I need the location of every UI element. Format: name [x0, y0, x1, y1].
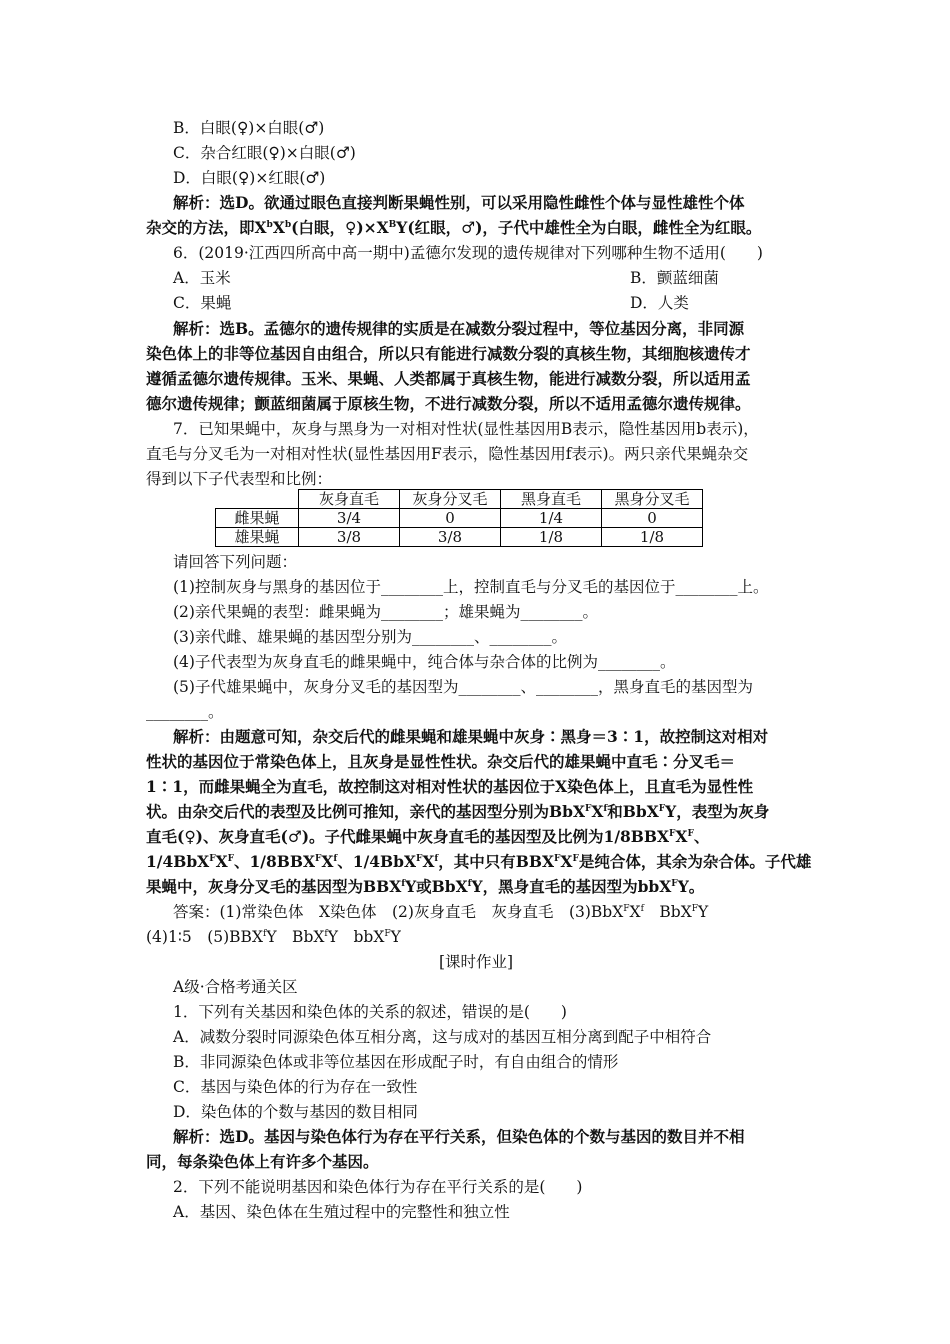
hw-question-1-option-c: C．基因与染色体的行为存在一致性	[173, 1078, 418, 1096]
table-row-label: 雌果蝇	[216, 509, 299, 528]
table-cell: 0	[400, 509, 501, 528]
explanation-6-line-3: 遵循孟德尔遗传规律。玉米、果蝇、人类都属于真核生物，能进行减数分裂，所以适用孟	[146, 369, 751, 388]
explanation-7-line-3: 1∶1，而雌果蝇全为直毛，故控制这对相对性状的基因位于X染色体上，且直毛为显性性	[146, 777, 754, 796]
hw-question-1: 1．下列有关基因和染色体的关系的叙述，错误的是( )	[173, 1003, 567, 1021]
question-6-option-b: B．颤蓝细菌	[630, 269, 719, 287]
question-7-prompt: 请回答下列问题：	[173, 553, 298, 571]
table-header-row	[216, 490, 703, 509]
question-6-option-a: A．玉米	[173, 269, 231, 287]
hw-question-1-option-a: A．减数分裂时同源染色体互相分离，这与成对的基因互相分离到配子中相符合	[173, 1028, 712, 1046]
explanation-5-line-1: 解析：选D。欲通过眼色直接判断果蝇性别，可以采用隐性雌性个体与显性雄性个体	[173, 193, 745, 212]
explanation-6-line-4: 德尔遗传规律；颤蓝细菌属于原核生物，不进行减数分裂，所以不适用孟德尔遗传规律。	[146, 394, 751, 413]
explanation-6-line-2: 染色体上的非等位基因自由组合，所以只有能进行减数分裂的真核生物，其细胞核遗传才	[146, 344, 751, 363]
explanation-7-line-6: $1/4BbX^FX^F$、$1/8BBX^FX^f$、$1/4BbX^FX^f$，其中只有$BBX^FX^F$是纯合体，其余为杂合体。子代雄	[146, 852, 812, 871]
question-6-option-d: D．人类	[630, 294, 689, 312]
table-cell: 0	[602, 509, 703, 528]
table-cell: 3/8	[400, 528, 501, 547]
option-c: C．杂合红眼(♀)×白眼(♂)	[173, 144, 356, 162]
table-row-label: 雄果蝇	[216, 528, 299, 547]
table-cell: 3/8	[299, 528, 400, 547]
question-7-line-1: 7．已知果蝇中，灰身与黑身为一对相对性状(显性基因用B表示，隐性基因用b表示)，	[173, 420, 759, 438]
explanation-7-line-2: 性状的基因位于常染色体上，且灰身是显性性状。杂交后代的雄果蝇中直毛∶分叉毛＝	[146, 752, 736, 771]
table-cell: 3/4	[299, 509, 400, 528]
table-cell: 1/8	[501, 528, 602, 547]
question-7-line-2: 直毛与分叉毛为一对相对性状(显性基因用F表示，隐性基因用f表示)。两只亲代果蝇杂交	[146, 445, 749, 463]
answer-7-line-2: (4)1∶5 (5)BBX$^f$Y BbX$^f$Y bbX$^F$Y	[146, 928, 401, 946]
table-corner-cell	[216, 490, 299, 509]
question-7-sub-4: (4)子代表型为灰身直毛的雌果蝇中，纯合体与杂合体的比例为________。	[173, 653, 676, 671]
question-7-sub-3: (3)亲代雌、雄果蝇的基因型分别为________、________。	[173, 628, 567, 646]
question-6: 6．(2019·江西四所高中高一期中)孟德尔发现的遗传规律对下列哪种生物不适用( )	[173, 244, 763, 262]
explanation-7-line-7: 果蝇中，灰身分叉毛的基因型为BBX$^f$Y或BbX$^f$Y，黑身直毛的基因型为bbX$^F$Y。	[146, 877, 705, 896]
table-header-cell: 灰身直毛	[299, 490, 400, 509]
level-heading: A级·合格考通关区	[173, 978, 298, 996]
offspring-ratio-table	[215, 489, 703, 547]
option-b: B．白眼(♀)×白眼(♂)	[173, 119, 325, 137]
question-6-option-c: C．果蝇	[173, 294, 232, 312]
explanation-6-line-1: 解析：选B。孟德尔的遗传规律的实质是在减数分裂过程中，等位基因分离，非同源	[173, 319, 745, 338]
table-header-cell: 黑身直毛	[501, 490, 602, 509]
question-7-sub-5-blank: ________。	[146, 703, 224, 721]
option-d: D．白眼(♀)×红眼(♂)	[173, 169, 326, 187]
table-row	[216, 509, 703, 528]
explanation-5-line-2: 杂交的方法，即$X^bX^b$(白眼，$♀)\times X^BY$(红眼，♂)，子代中雄性全为白眼，雌性全为红眼。	[146, 218, 762, 237]
question-7-line-3: 得到以下子代表型和比例：	[146, 470, 333, 488]
explanation-7-line-4: 状。由杂交后代的表型及比例可推知，亲代的基因型分别为$BbX^FX^f$和BbX$^F$Y，表型为灰身	[146, 802, 770, 821]
question-7-sub-2: (2)亲代果蝇的表型：雌果蝇为________；雄果蝇为________。	[173, 603, 598, 621]
hw-question-1-option-d: D．染色体的个数与基因的数目相同	[173, 1103, 418, 1121]
answer-7-line-1: 答案：(1)常染色体 X染色体 (2)灰身直毛 灰身直毛 $(3)BbX^FX^f$ BbX$^F$Y	[173, 903, 709, 921]
table-row	[216, 528, 703, 547]
hw-question-1-option-b: B．非同源染色体或非等位基因在形成配子时，有自由组合的情形	[173, 1053, 619, 1071]
hw-question-2: 2．下列不能说明基因和染色体行为存在平行关系的是( )	[173, 1178, 583, 1196]
table-header-cell: 黑身分叉毛	[602, 490, 703, 509]
hw-question-2-option-a: A．基因、染色体在生殖过程中的完整性和独立性	[173, 1203, 510, 1221]
question-7-sub-1: (1)控制灰身与黑身的基因位于________上，控制直毛与分叉毛的基因位于________上。	[173, 578, 769, 596]
hw-explanation-1-line-1: 解析：选D。基因与染色体行为存在平行关系，但染色体的个数与基因的数目并不相	[173, 1127, 745, 1146]
explanation-7-line-1: 解析：由题意可知，杂交后代的雌果蝇和雄果蝇中灰身∶黑身＝3∶1，故控制这对相对	[173, 727, 769, 746]
section-title: [课时作业]	[438, 953, 514, 971]
question-7-sub-5: (5)子代雄果蝇中，灰身分叉毛的基因型为________、________，黑身直毛的基因型为	[173, 678, 753, 696]
table-header-cell: 灰身分叉毛	[400, 490, 501, 509]
explanation-7-line-5: 直毛(♀)、灰身直毛(♂)。子代雌果蝇中灰身直毛的基因型及比例为$1/8BBX^FX^F$、	[146, 827, 710, 846]
hw-explanation-1-line-2: 同，每条染色体上有许多个基因。	[146, 1152, 379, 1171]
table-cell: 1/8	[602, 528, 703, 547]
table-cell: 1/4	[501, 509, 602, 528]
